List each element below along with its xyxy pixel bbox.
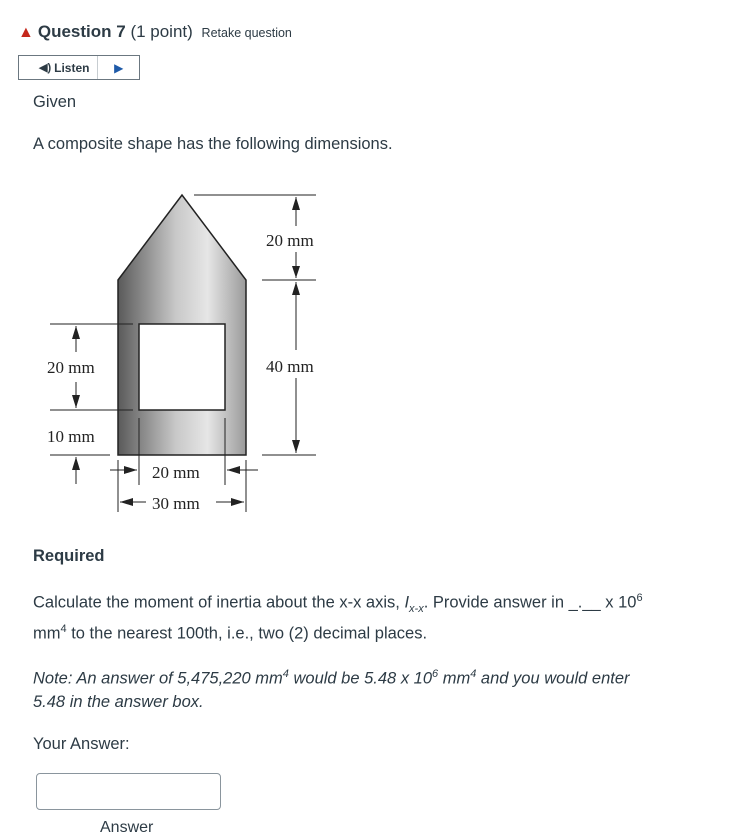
calc-text-2: . Provide answer in _.__ x 10 — [423, 593, 637, 612]
answer-input-label: Answer — [100, 819, 154, 836]
dim-top-right: 20 mm — [266, 231, 314, 250]
dim-bottom-inner: 20 mm — [152, 463, 200, 482]
play-icon: ▶ — [114, 60, 124, 75]
dim-bottom-outer: 30 mm — [152, 494, 200, 513]
calc-exp: 6 — [636, 592, 643, 604]
calc-text-1: Calculate the moment of inertia about the x-x axis, — [33, 593, 405, 612]
calc-text-3: mm — [33, 624, 61, 643]
note-c: mm — [438, 669, 471, 688]
composite-shape-figure — [0, 170, 360, 530]
dim-left-upper: 20 mm — [47, 358, 95, 377]
question-number: Question 7 — [37, 22, 126, 41]
answer-input[interactable] — [36, 773, 221, 810]
square-hole — [139, 324, 225, 410]
note-line1 — [33, 668, 630, 689]
note-c-sup: 4 — [470, 668, 477, 680]
note-b-sup: 6 — [432, 668, 439, 680]
retake-question-link[interactable]: Retake question — [201, 26, 292, 40]
question-header — [18, 22, 292, 42]
listen-toolbar — [18, 55, 140, 80]
note-a-sup: 4 — [282, 668, 289, 680]
note-line2: 5.48 in the answer box. — [33, 693, 204, 711]
listen-label: Listen — [54, 60, 90, 75]
your-answer-label: Your Answer: — [33, 735, 130, 753]
speaker-icon: ◀) — [39, 62, 52, 74]
dim-mid-right: 40 mm — [266, 357, 314, 376]
note-b: would be 5.48 x 10 — [288, 669, 433, 688]
intro-text: A composite shape has the following dimensions. — [33, 135, 393, 153]
required-heading: Required — [33, 547, 105, 565]
note-d: and you would enter — [476, 669, 630, 688]
calc-instruction-line2 — [33, 623, 427, 644]
warning-triangle-icon: ▲ — [18, 24, 34, 41]
calc-symbol: I — [404, 593, 410, 612]
listen-button[interactable] — [19, 56, 98, 79]
play-button[interactable] — [98, 61, 139, 75]
dim-left-lower: 10 mm — [47, 427, 95, 446]
note-a: Note: An answer of 5,475,220 mm — [33, 669, 283, 688]
given-heading: Given — [33, 93, 77, 111]
calc-text-3-sup: 4 — [60, 623, 67, 635]
question-points: (1 point) — [130, 22, 193, 41]
calc-instruction-line1 — [33, 592, 643, 615]
calc-text-4: to the nearest 100th, i.e., two (2) decimal places. — [66, 624, 428, 643]
calc-symbol-sub: x-x — [409, 602, 424, 615]
